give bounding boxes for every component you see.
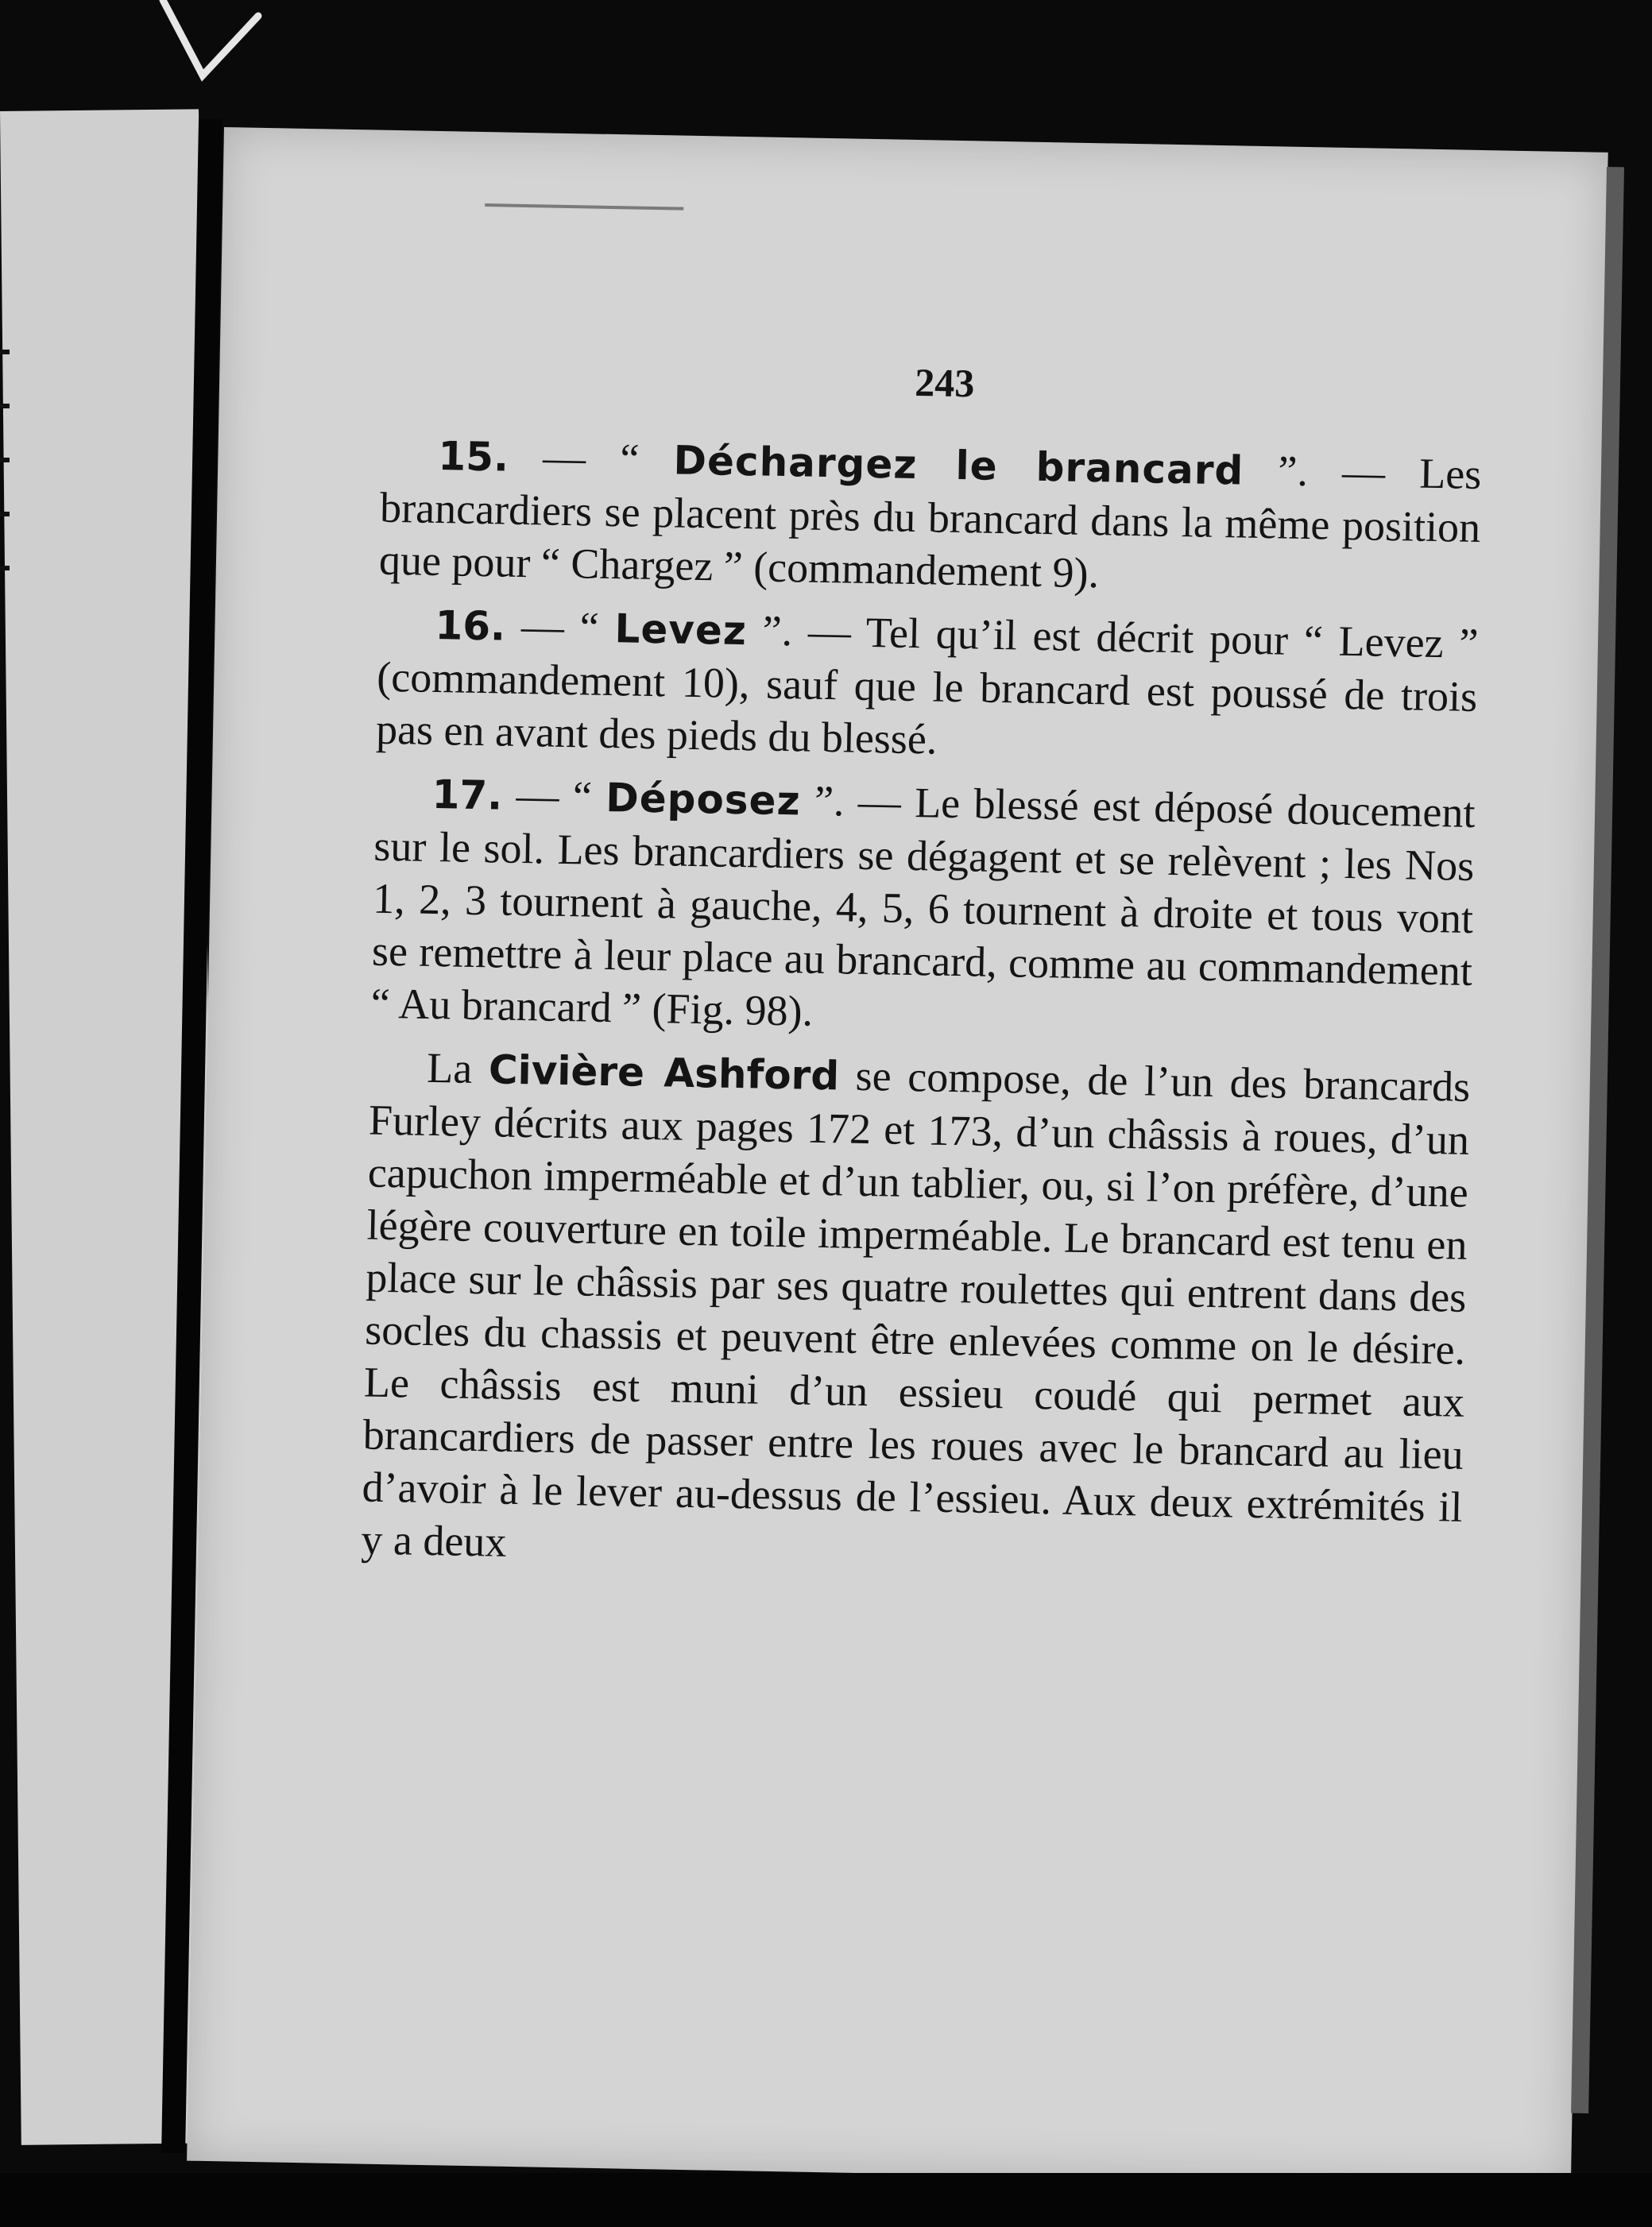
smudge-mark <box>485 203 683 211</box>
command-quote-close: ”. — <box>1243 446 1420 497</box>
command-name: Levez <box>614 605 748 655</box>
paragraph-lead: La <box>426 1043 489 1093</box>
paragraph-civiere-ashford <box>361 1041 1471 1586</box>
paragraph-17 <box>370 767 1476 1050</box>
paragraph-number: 16. <box>435 601 506 650</box>
left-page-text-fragments <box>0 350 11 620</box>
paragraph-text: se compose, de l’un des brancards Furley décrits aux pages 172 et 173, d’un châssis à roues, d’un capuchon imperméable et d’un tablier, ou, si l’on préfère, d’une légère couverture en toile imperméable. Le brancard est tenu en place sur le châssis par ses quatre roulettes qui entrent dans des socles du chassis et peuvent être enlevées comme on le désire. Le châssis est muni d’un essieu coudé qui permet aux brancardiers de passer entre les roues avec le brancard au lieu d’avoir à le lever au-dessus de l’essieu. Aux deux extrémités il y a deux <box>360 1051 1471 1566</box>
command-name: Déposez <box>605 774 802 825</box>
page-content <box>361 349 1484 1597</box>
paragraph-number: 17. <box>431 771 503 819</box>
paragraph-text: Les brancardiers se placent près du brancard dans la même position que pour “ Chargez ” (commandement 9). <box>378 449 1482 597</box>
paragraph-number: 15. <box>437 433 509 481</box>
command-name: Déchargez le brancard <box>673 437 1244 494</box>
book-page <box>187 127 1608 2186</box>
command-quote-open: — “ <box>508 432 675 484</box>
term-civiere-ashford: Civière Ashford <box>488 1046 840 1100</box>
scan-bottom-border <box>0 2173 1652 2227</box>
paragraph-15 <box>378 428 1481 606</box>
command-quote-open: — “ <box>501 771 606 821</box>
paragraph-text: Le blessé est déposé doucement sur le sol. Les brancardiers se dégagent et se relèvent ; les Nos 1, 2, 3 tournent à gauche, 4, 5, 6 tournent à droite et tous vont se remettre à leur place au brancard, comme au commandement “ Au brancard ” (Fig. 98). <box>370 779 1476 1035</box>
paragraph-text: Tel qu’il est décrit pour “ Levez ” (commandement 10), sauf que le brancard est poussé de trois pas en avant des pieds du blessé. <box>375 608 1479 764</box>
command-quote-close: ”. — <box>746 606 867 656</box>
page-number: 243 <box>914 359 975 406</box>
handwritten-check-mark <box>155 0 266 87</box>
paragraph-16 <box>376 597 1479 775</box>
command-quote-close: ”. — <box>800 776 915 827</box>
command-quote-open: — “ <box>505 601 616 652</box>
